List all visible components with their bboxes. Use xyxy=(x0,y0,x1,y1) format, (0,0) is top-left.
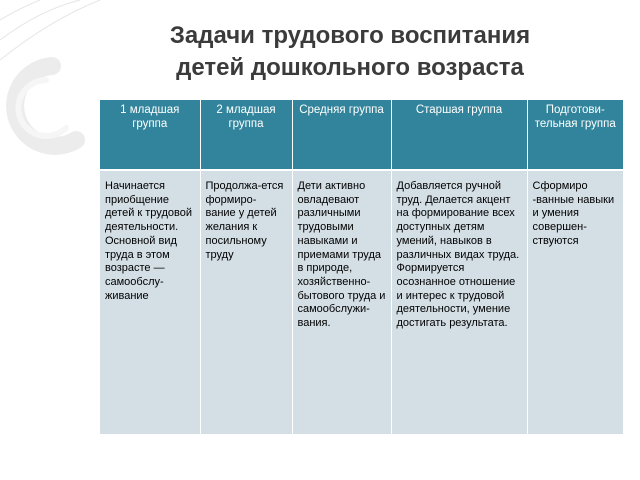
cell-group-preparatory: Сформиро -ванные навыки и умения совершен-ствуются xyxy=(527,170,623,434)
cell-group-middle: Дети активно овладевают различными трудовыми навыками и приемами труда в природе, хозяйственно-бытового труда и самообслужи-вания. xyxy=(292,170,391,434)
header-group-senior: Старшая группа xyxy=(391,100,527,170)
title-line-2: детей дошкольного возраста xyxy=(176,54,524,81)
ring-decoration xyxy=(15,66,76,146)
header-group-middle: Средняя группа xyxy=(292,100,391,170)
cell-group-1-junior: Начинается приобщение детей к трудовой деятельности. Основной вид труда в этом возрасте — самообслу-живание xyxy=(100,170,200,434)
header-group-2-junior: 2 младшая группа xyxy=(200,100,292,170)
cell-group-senior: Добавляется ручной труд. Делается акцент на формирование всех доступных детям умений, навыков в различных видах труда. Формируется осознанное отношение и интерес к трудовой деятельности, умение достигать результата. xyxy=(391,170,527,434)
table-header-row xyxy=(100,100,623,170)
header-group-1-junior: 1 младшая группа xyxy=(100,100,200,170)
slide-title xyxy=(110,20,590,84)
table-row xyxy=(100,170,623,434)
header-group-preparatory: Подготови-тельная группа xyxy=(527,100,623,170)
title-line-1: Задачи трудового воспитания xyxy=(169,22,531,49)
cell-group-2-junior: Продолжа-ется формиро-вание у детей желания к посильному труду xyxy=(200,170,292,434)
tasks-table xyxy=(100,100,623,434)
corner-swirl-decoration xyxy=(0,0,100,60)
